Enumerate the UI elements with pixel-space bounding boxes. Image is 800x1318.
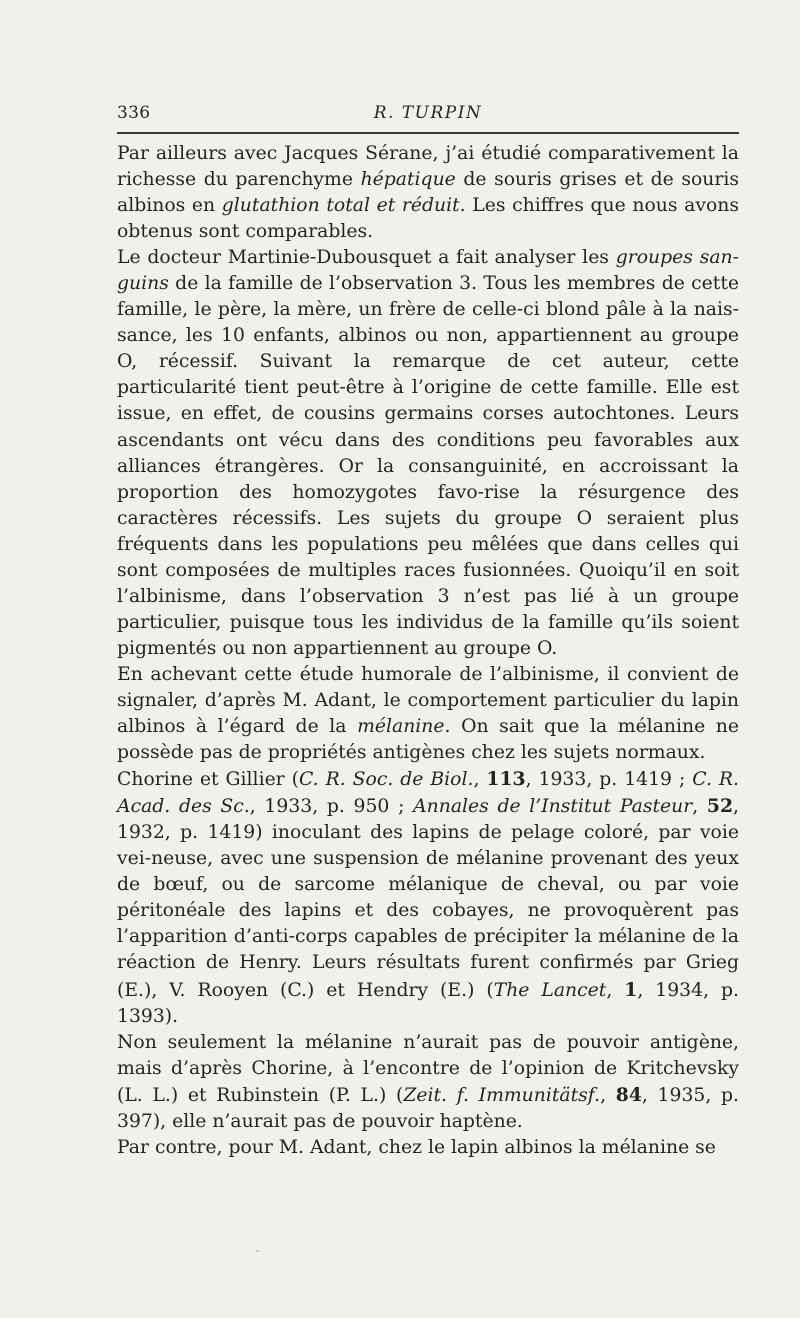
text-run: , xyxy=(606,979,625,1001)
text-run: , 1932, p. 1419) inoculant des lapins de pelage coloré, par voie vei-neuse, avec une suspension de mélanine provenant des yeux de bœuf, ou de sarcome mélanique de cheval, ou par voie péritonéale des lapins et des cobayes, ne provoquèrent pas l’apparition d’anti-corps capables de précipiter la mélanine de la réaction de Henry. Leurs résultats furent confirmés par Grieg (E.), V. Rooyen (C.) et Hendry (E.) ( xyxy=(117,796,739,1001)
text-run: 113 xyxy=(486,768,526,791)
text-run: , 1935, p. 397), elle n’aurait pas de pouvoir haptène. xyxy=(117,1084,739,1132)
text-run: , xyxy=(473,769,487,791)
text-run: Le docteur Martinie-Dubousquet a fait analyser les xyxy=(117,247,616,269)
text-run: hépatique xyxy=(360,169,456,191)
text-run: 84 xyxy=(615,1083,642,1106)
text-run: 52 xyxy=(706,795,734,818)
text-run: Chorine et Gillier ( xyxy=(117,769,299,791)
paragraph xyxy=(117,1030,739,1135)
text-run: Non seulement la mélanine n’aurait pas de pouvoir antigène, mais d’après Chorine, à l’encontre de l’opinion de Kritchevsky (L. L.) et Rubinstein (P. L.) ( xyxy=(117,1031,739,1106)
text-run: , xyxy=(600,1084,616,1106)
text-run: Les chiffres que nous avons obtenus sont comparables. xyxy=(117,195,739,243)
paragraph xyxy=(117,141,739,245)
header-rule xyxy=(117,132,739,134)
paragraph xyxy=(117,766,739,1029)
text-run: , 1933, p. 1419 ; xyxy=(525,769,693,791)
text-run: de souris grises et de souris albinos en xyxy=(117,169,739,217)
text-run: Par contre, pour M. Adant, chez le lapin albinos la mélanine se xyxy=(117,1136,716,1158)
running-title: R. TURPIN xyxy=(373,103,483,123)
text-run: The Lancet xyxy=(493,979,607,1001)
text-run: mélanine. xyxy=(357,716,451,738)
text-run: Zeit. f. Immunitätsf. xyxy=(403,1084,601,1106)
text-run: 1 xyxy=(624,978,638,1001)
running-head xyxy=(117,98,739,128)
text-run: groupes san-guins xyxy=(117,247,739,295)
paragraph xyxy=(117,245,739,662)
paragraph xyxy=(117,662,739,766)
text-run: On sait que la mélanine ne possède pas de propriétés antigènes chez les sujets normaux. xyxy=(117,716,739,764)
text-run: de la famille de l’observation 3. Tous les membres de cette famille, le père, la mère, un frère de celle-ci blond pâle à la nais-sance, les 10 enfants, albinos ou non, appartiennent au groupe O, récessif. Suivant la remarque de cet auteur, cette particularité tient peut-être à l’origine de cette famille. Elle est issue, en effet, de cousins germains corses autochtones. Leurs ascendants ont vécu dans des conditions peu favorables aux alliances étrangères. Or la consanguinité, en accroissant la proportion des homozygotes favo-rise la résurgence des caractères récessifs. Les sujets du groupe O seraient plus fréquents dans les populations peu mêlées que dans celles qui sont composées de multiples races fusionnées. Quoiqu’il en soit l’albinisme, dans l’observation 3 n’est pas lié à un groupe particulier, puisque tous les individus de la famille qu’ils soient pigmentés ou non appartiennent au groupe O. xyxy=(117,273,739,659)
text-run: Par ailleurs avec Jacques Sérane, j’ai étudié comparativement la richesse du parenchyme xyxy=(117,143,739,191)
paragraph xyxy=(117,1135,739,1161)
text-run: glutathion total et réduit. xyxy=(221,195,466,217)
text-run: , xyxy=(692,796,707,818)
text-run: Annales de l’Institut Pasteur xyxy=(413,796,693,818)
body-text xyxy=(117,141,739,1161)
paper-speck xyxy=(256,1250,259,1252)
page-number: 336 xyxy=(117,103,151,123)
text-run: , 1934, p. 1393). xyxy=(117,979,739,1027)
text-run: C. R. Soc. de Biol. xyxy=(298,769,474,791)
text-run: , 1933, p. 950 ; xyxy=(249,796,414,818)
text-run: En achevant cette étude humorale de l’albinisme, il convient de signaler, d’après M. Adant, le comportement particulier du lapin albinos à l’égard de la xyxy=(117,663,739,738)
text-run: C. R. Acad. des Sc. xyxy=(117,769,739,818)
